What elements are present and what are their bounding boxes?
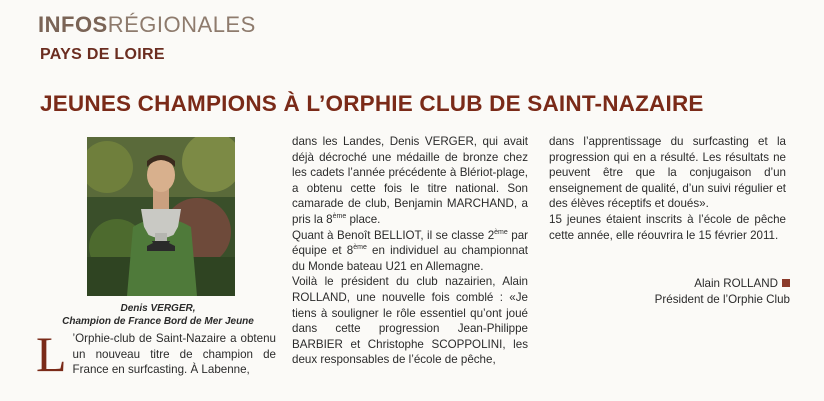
paragraph-text: par équipe et 8: [292, 228, 529, 258]
article-paragraph: 15 jeunes étaient inscrits à l’école de pêche cette année, elle réouvrira le 15 février 2011.: [549, 212, 786, 242]
ordinal-suffix: ème: [353, 244, 367, 252]
region-title: PAYS DE LOIRE: [40, 46, 165, 63]
paragraph-text: dans les Landes, Denis VERGER, qui avait déjà décroché une médaille de bronze chez les cadets l’année précédente à Blériot-plage, a obtenu cette fois le titre national. Son camarade de club, Benjamin MARCHAND, a pris la 8: [292, 135, 528, 226]
signature-title: Président de l’Orphie Club: [654, 292, 790, 306]
article-paragraph: dans l’apprentissage du surfcasting et la progression qui en a résulté. Les résultats ne peuvent être que la conjugaison d’un enseignement de qualité, d’un suivi régulier et des élèves réceptifs et doués».: [549, 135, 786, 211]
signature-name-line: [600, 276, 790, 292]
section-header-light: RÉGIONALES: [107, 12, 256, 37]
paragraph-text: place.: [346, 212, 381, 226]
article-intro-text: ’Orphie-club de Saint-Nazaire a obtenu un nouveau titre de champion de France en surfcasting. À Labenne,: [72, 332, 276, 377]
section-header: [38, 12, 256, 38]
article-column-2: [292, 134, 528, 368]
article-paragraph: Voilà le président du club nazairien, Alain ROLLAND, une nouvelle fois comblé : «Je tiens à souligner le rôle essentiel qu’ont joué dans cette progression Jean-Philippe BARBIER et Christophe SCOPPOLINI, les deux responsables de l’école de pêche,: [292, 275, 528, 367]
caption-title: Champion de France Bord de Mer Jeune: [62, 316, 254, 327]
signature-name: Alain ROLLAND: [694, 277, 778, 290]
article-column-1: [36, 326, 276, 382]
paragraph-text: Quant à Benoît BELLIOT, il se classe 2: [292, 228, 495, 242]
section-header-bold: INFOS: [38, 12, 108, 37]
ordinal-suffix: ème: [332, 212, 347, 220]
champion-photo: [87, 137, 235, 296]
article-paragraph: [292, 134, 528, 228]
ordinal-suffix: ème: [494, 228, 508, 236]
article-paragraph: [292, 228, 528, 275]
end-square-icon: [782, 279, 790, 287]
drop-cap: L: [36, 326, 67, 382]
article-column-3: [549, 134, 786, 243]
signature: [600, 276, 790, 307]
caption-name: Denis VERGER,: [120, 303, 196, 314]
paragraph-text: en individuel au championnat du Monde bateau U21 en Allemagne.: [292, 244, 529, 273]
champion-photo-image: [87, 137, 235, 296]
photo-caption: [38, 302, 278, 328]
article-headline: JEUNES CHAMPIONS À L’ORPHIE CLUB DE SAINT-NAZAIRE: [40, 91, 704, 116]
